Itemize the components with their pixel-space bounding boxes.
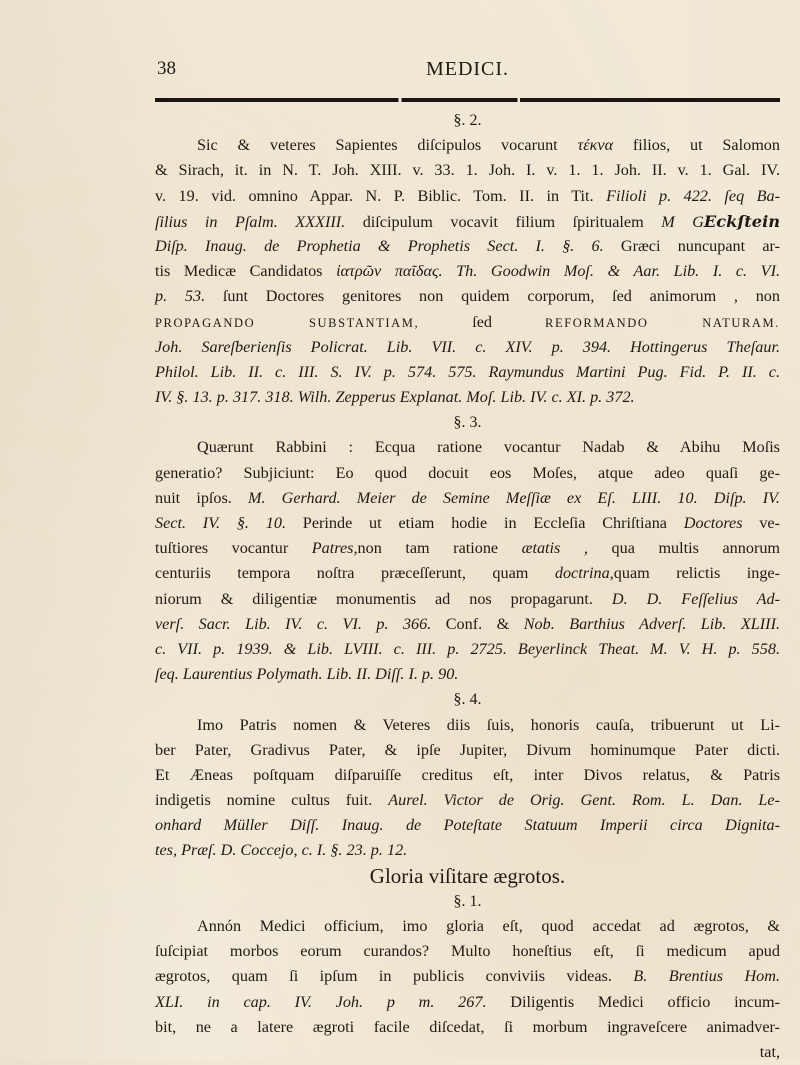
italic-citation: doctrina, <box>554 564 614 583</box>
text-segment: centuriis tempora noſtra præceſſerunt, quam <box>155 564 555 583</box>
italic-citation: Patres, <box>311 539 358 558</box>
text-segment: tat, <box>759 1042 780 1061</box>
italic-citation: tes, Præſ. D. Coccejo, c. I. §. 23. p. 12. <box>155 841 408 860</box>
small-caps-text: REFORMANDO NATURAM. <box>545 315 780 330</box>
text-line <box>155 914 780 939</box>
section-number <box>155 687 780 712</box>
italic-citation: IV. §. 13. p. 317. 318. Wilh. Zepperus Explanat. Moſ. Lib. IV. c. XI. p. 372. <box>155 388 635 407</box>
italic-citation: c. VII. p. 1939. & Lib. LVIII. c. III. p. 2725. Beyerlinck Theat. M. V. H. p. 558. <box>155 639 780 658</box>
text-line <box>155 788 780 813</box>
italic-citation: M. Gerhard. Meier de Semine Meſſiæ ex Eſ. LIII. 10. Diſp. IV. <box>248 488 780 507</box>
text-line <box>155 713 780 738</box>
text-segment: ægrotos, quam ſi ipſum in publicis conviviis videas. <box>155 967 634 986</box>
section-number <box>155 108 780 133</box>
text-line <box>155 939 780 964</box>
italic-citation: B. Brentius Hom. <box>633 967 780 986</box>
text-line <box>155 990 780 1015</box>
italic-citation: Filioli p. 422. ſeq Ba- <box>606 186 780 205</box>
text-line <box>155 335 780 360</box>
text-line <box>155 310 780 335</box>
text-segment: ſunt Doctores genitores non quidem corporum, ſed animorum , non <box>205 287 780 306</box>
text-segment: non tam ratione <box>357 539 522 558</box>
text-segment: §. 4. <box>453 691 482 709</box>
body-text <box>155 108 780 1065</box>
text-segment: diſcipulum vocavit filium ſpiritualem <box>345 212 662 231</box>
italic-citation: Doctores <box>683 514 743 532</box>
greek-text: τέκνα <box>577 136 614 155</box>
text-segment: §. 1. <box>453 892 482 910</box>
italic-citation: p. 53. <box>155 287 206 306</box>
italic-citation: ſilius in Pſalm. XXXIII. <box>155 212 346 231</box>
text-segment: bit, ne a latere ægroti facile diſcedat, ſi morbum ingraveſcere animadver- <box>155 1017 780 1036</box>
text-segment: Et Æneas poſtquam diſparuiſſe creditus eſt, inter Divos relatus, & Patris <box>155 765 780 784</box>
text-line <box>155 763 780 788</box>
italic-citation: Aurel. Victor de Orig. Gent. Rom. L. Dan. Le- <box>388 791 780 810</box>
text-segment: Imo Patris nomen & Veteres diis ſuis, honoris cauſa, tribuerunt ut Li- <box>197 715 780 734</box>
text-segment: ſuſcipiat morbos eorum curandos? Multo honeſtius eſt, ſi medicum apud <box>155 942 780 961</box>
text-segment: Græci nuncupant ar- <box>603 236 780 255</box>
text-line <box>155 486 780 511</box>
text-segment: ve- <box>742 514 781 532</box>
text-line <box>155 511 780 536</box>
text-line <box>155 461 780 486</box>
italic-citation: Diſp. Inaug. de Prophetia & Prophetis Sect. I. §. 6. <box>155 236 604 255</box>
text-segment: Annón Medici officium, imo gloria eſt, quod accedat ad ægrotos, & <box>197 917 780 935</box>
text-segment: tis Medicæ Candidatos <box>155 262 337 281</box>
italic-citation: Nob. Barthius Adverſ. Lib. XLIII. <box>523 614 781 633</box>
text-segment: tuſtiores vocantur <box>155 539 312 558</box>
text-segment: niorum & diligentiæ monumentis ad nos propagarunt. <box>155 589 612 608</box>
text-segment: nuit ipſos. <box>155 488 248 507</box>
text-line <box>155 587 780 612</box>
text-line <box>155 234 780 259</box>
italic-citation: onhard Müller Diſſ. Inaug. de Poteſtate Statuum Imperii circa Dignita- <box>155 816 780 835</box>
text-line <box>155 435 780 460</box>
italic-citation: Philol. Lib. II. c. III. S. IV. p. 574. 575. Raymundus Martini Pug. Fid. P. II. c. <box>155 362 780 381</box>
text-segment: quam relictis inge- <box>613 564 780 583</box>
italic-citation: Th. Goodwin Moſ. & Aar. Lib. I. c. VI. <box>442 262 781 281</box>
text-segment: Quærunt Rabbini : Ecqua ratione vocantur Nadab & Abihu Moſis <box>197 438 780 457</box>
text-segment: Sic & veteres Sapientes diſcipulos vocarunt <box>197 136 578 155</box>
section-heading <box>155 864 780 889</box>
text-line <box>155 662 780 687</box>
text-line <box>155 561 780 586</box>
text-segment: Eckſtein <box>703 211 780 231</box>
text-segment: filios, ut Salomon <box>613 136 780 155</box>
text-line <box>155 259 780 284</box>
text-line <box>155 612 780 637</box>
text-segment: indigetis nomine cultus fuit. <box>155 791 389 810</box>
text-line <box>155 738 780 763</box>
text-segment: v. 19. vid. omnino Appar. N. P. Biblic. Tom. II. in Tit. <box>155 186 607 205</box>
italic-citation: D. D. Feſſelius Ad- <box>611 589 780 608</box>
text-line <box>155 536 780 561</box>
section-number <box>155 889 780 914</box>
text-line <box>155 637 780 662</box>
text-segment: ſed <box>419 312 546 331</box>
italic-citation: M G <box>661 212 704 231</box>
text-line <box>155 1015 780 1040</box>
text-segment: generatio? Subjiciunt: Eo quod docuit eos Moſes, atque adeo quaſi ge- <box>155 463 780 482</box>
page-number: 38 <box>157 58 176 79</box>
text-segment: §. 3. <box>453 414 482 432</box>
text-line <box>155 209 780 234</box>
text-line <box>155 813 780 838</box>
italic-citation: XLI. in cap. IV. Joh. p m. 267. <box>155 992 487 1011</box>
text-segment: Gloria viſitare ægrotos. <box>369 863 566 888</box>
text-line <box>155 158 780 183</box>
catchword <box>155 1040 780 1065</box>
text-line <box>155 133 780 158</box>
text-segment: Conf. & <box>431 614 524 633</box>
text-line <box>155 964 780 989</box>
italic-citation: ſeq. Laurentius Polymath. Lib. II. Diſſ. I. p. 90. <box>155 665 459 684</box>
text-line <box>155 184 780 209</box>
header-rule <box>155 98 780 102</box>
italic-citation: Joh. Sareſberienſis Policrat. Lib. VII. c. XIV. p. 394. Hottingerus Theſaur. <box>155 337 780 356</box>
text-segment: §. 2. <box>453 112 482 129</box>
italic-citation: Sect. IV. §. 10. <box>155 514 287 532</box>
text-line <box>155 838 780 863</box>
text-line <box>155 360 780 385</box>
text-line <box>155 284 780 309</box>
text-segment: Perinde ut etiam hodie in Eccleſia Chriſtiana <box>286 514 684 532</box>
text-segment: ber Pater, Gradivus Pater, & ipſe Jupiter, Divum hominumque Pater dicti. <box>155 740 780 759</box>
running-title: MEDICI. <box>425 58 510 80</box>
text-line <box>155 385 780 410</box>
running-head <box>155 58 780 98</box>
section-number <box>155 410 780 435</box>
italic-citation: verſ. Sacr. Lib. IV. c. VI. p. 366. <box>155 614 432 633</box>
text-segment: Diligentis Medici officio incum- <box>486 992 780 1011</box>
italic-citation: ætatis , <box>521 539 588 558</box>
greek-text: ἰατρῶν παῖδας. <box>336 262 443 281</box>
text-segment: qua multis annorum <box>587 539 781 558</box>
text-segment: & Sirach, it. in N. T. Joh. XIII. v. 33. 1. Joh. I. v. 1. 1. Joh. II. v. 1. Gal. IV. <box>155 161 780 180</box>
small-caps-text: PROPAGANDO SUBSTANTIAM, <box>155 315 420 330</box>
